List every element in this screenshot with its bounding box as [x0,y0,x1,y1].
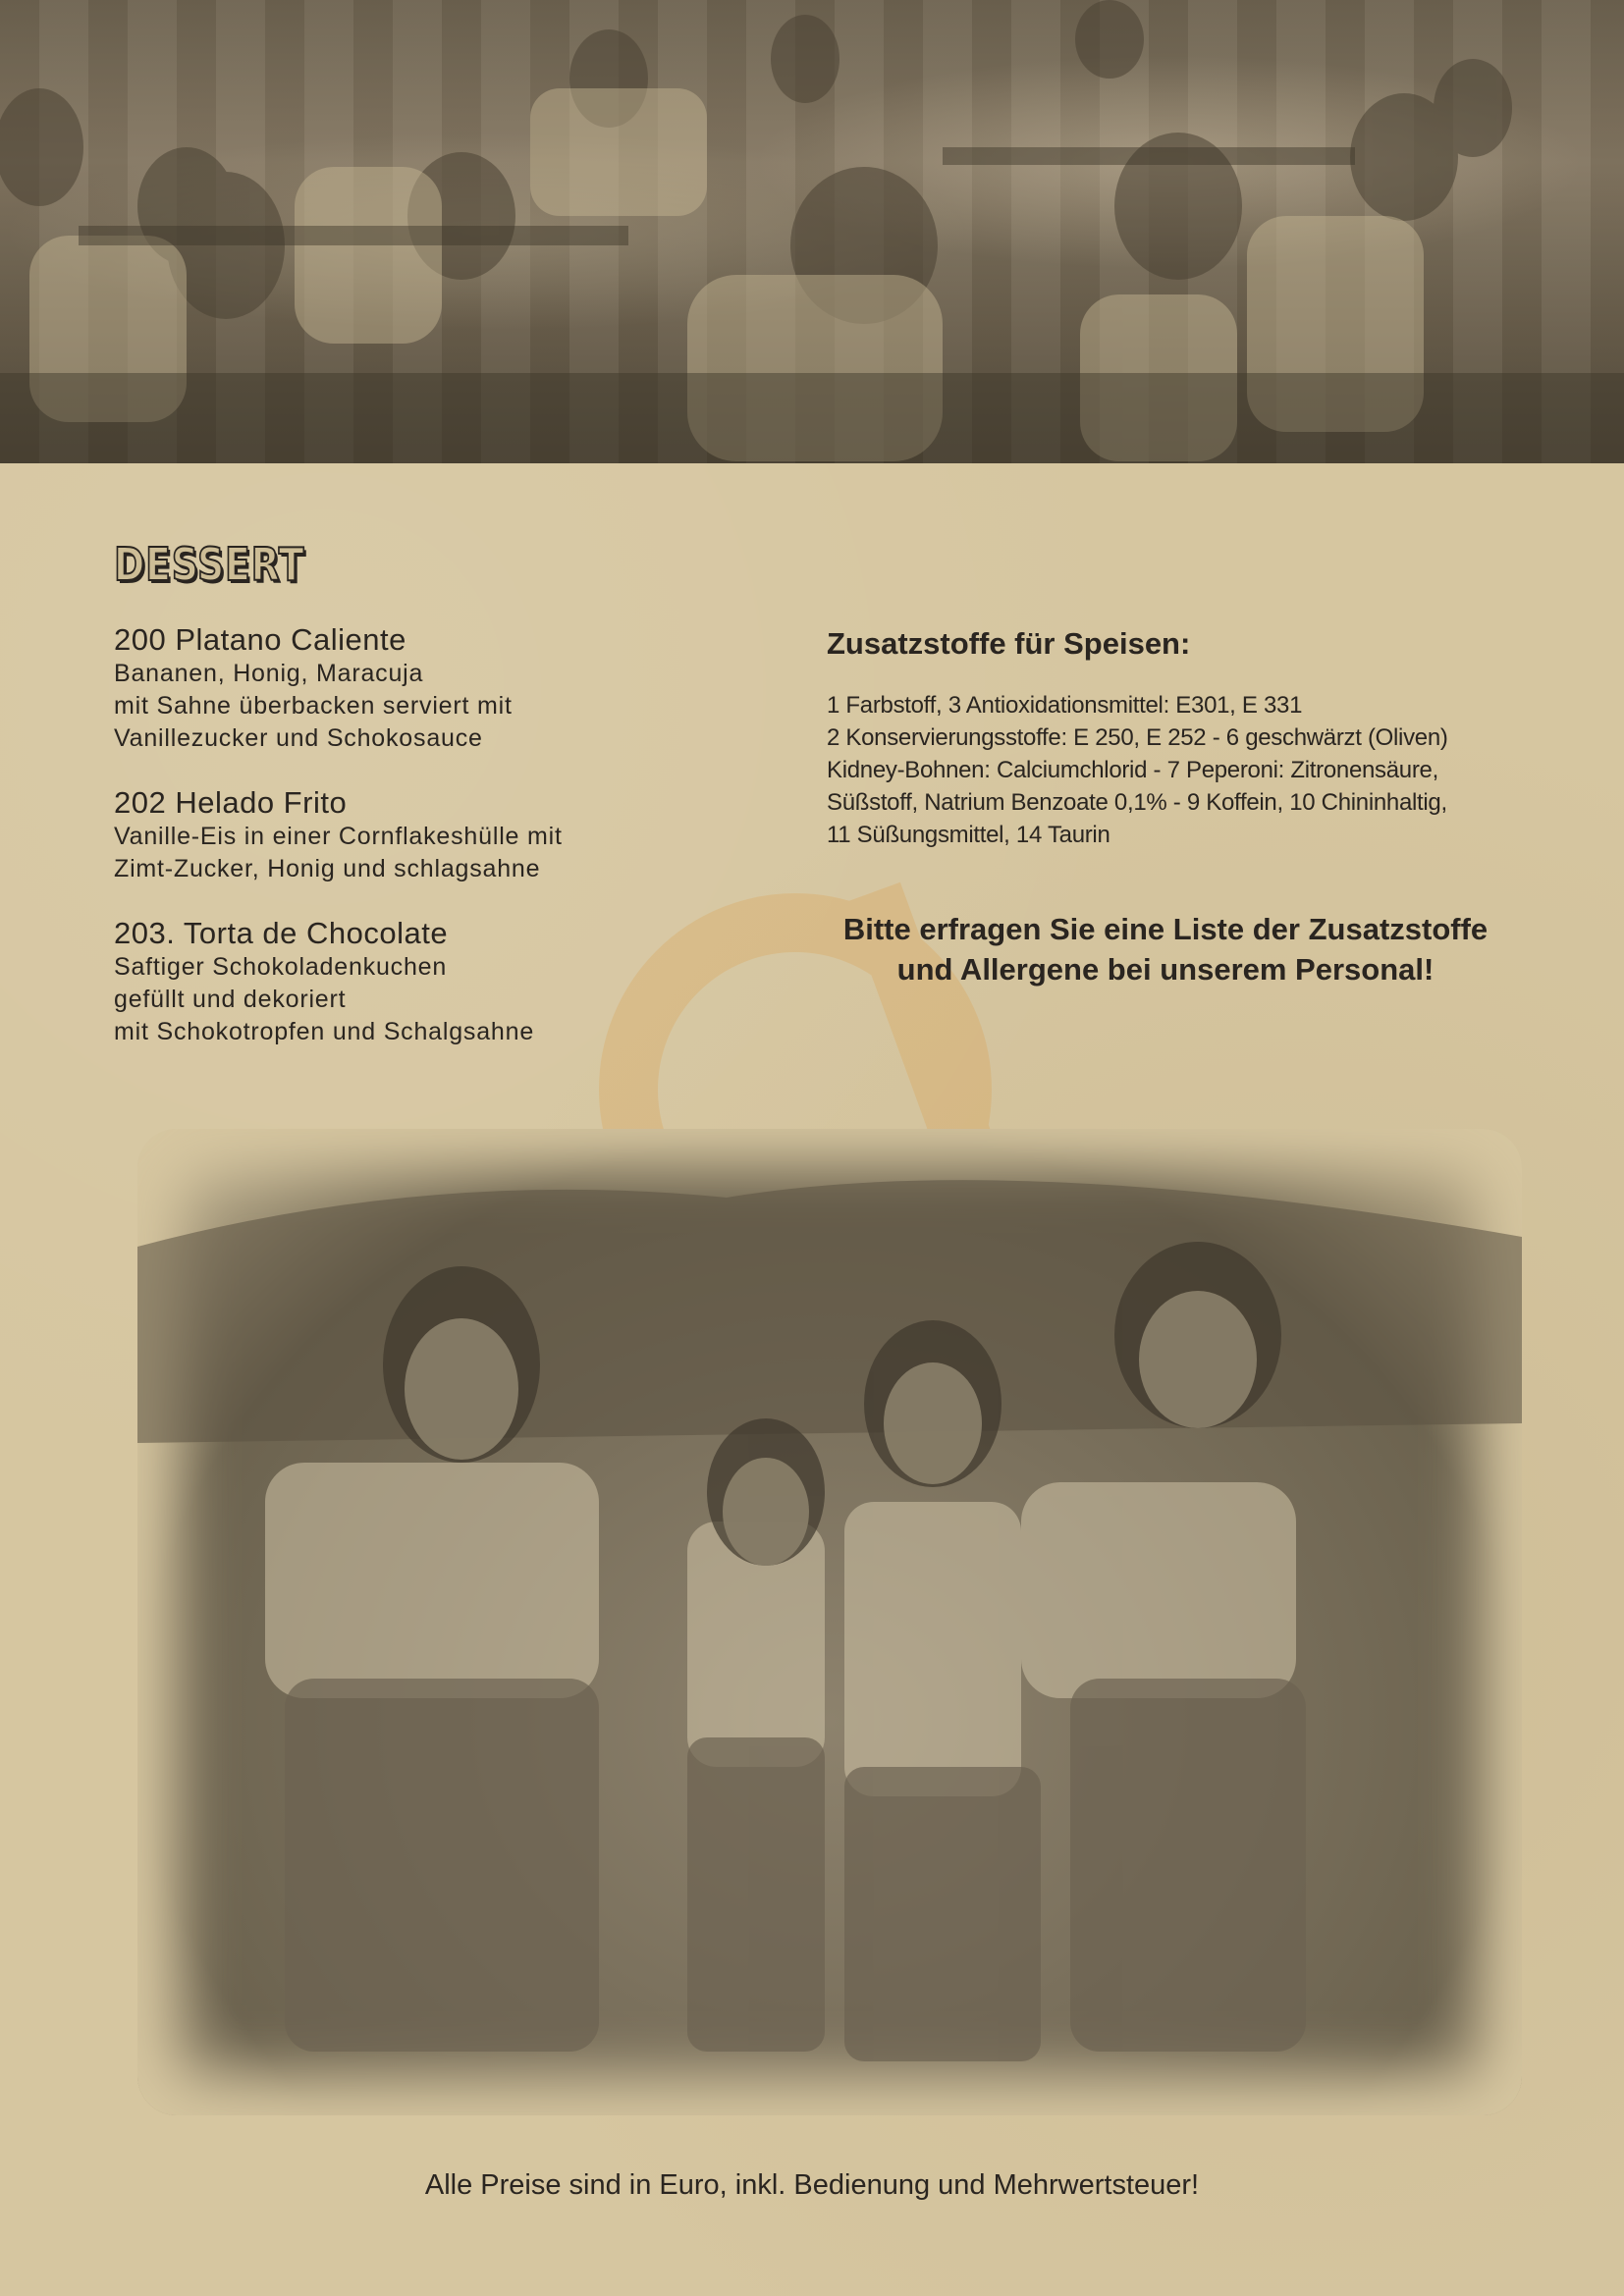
additives-line: 11 Süßungsmittel, 14 Taurin [827,822,1110,848]
item-name: 203. Torta de Chocolate [114,916,449,950]
allergen-notice [827,909,1504,989]
additives-line: 1 Farbstoff, 3 Antioxidationsmittel: E301, E 331 [827,692,1303,719]
item-desc-line: mit Sahne überbacken serviert mit [114,692,513,720]
additives-block [827,624,1534,851]
item-name: 202 Helado Frito [114,785,348,820]
item-desc-line: Vanillezucker und Schokosauce [114,724,483,752]
menu-item [114,785,723,885]
additives-line: Süßstoff, Natrium Benzoate 0,1% - 9 Koffein, 10 Chininhaltig, [827,789,1447,816]
item-desc-line: Vanille-Eis in einer Cornflakeshülle mit [114,823,563,850]
additives-line: 2 Konservierungsstoffe: E 250, E 252 - 6 geschwärzt (Oliven) [827,724,1448,751]
item-name: 200 Platano Caliente [114,622,406,657]
item-desc-line: mit Schokotropfen und Schalgsahne [114,1018,535,1045]
notice-line: Bitte erfragen Sie eine Liste der Zusatzstoffe [842,912,1489,946]
item-desc-line: gefüllt und dekoriert [114,986,347,1013]
footer-note: Alle Preise sind in Euro, inkl. Bedienung und Mehrwertsteuer! [424,2169,1200,2201]
additives-line: Kidney-Bohnen: Calciumchlorid - 7 Peperoni: Zitronensäure, [827,757,1438,783]
item-desc-line: Saftiger Schokoladenkuchen [114,953,448,981]
additives-title: Zusatzstoffe für Speisen: [827,626,1191,661]
classroom-photo [0,0,1624,463]
item-desc-line: Bananen, Honig, Maracuja [114,660,424,687]
notice-line: und Allergene bei unserem Personal! [896,952,1435,987]
menu-item [114,622,723,755]
children-photo [137,1129,1522,2115]
section-title: DESSERT [114,538,305,591]
item-desc-line: Zimt-Zucker, Honig und schlagsahne [114,855,541,882]
menu-item [114,916,723,1048]
